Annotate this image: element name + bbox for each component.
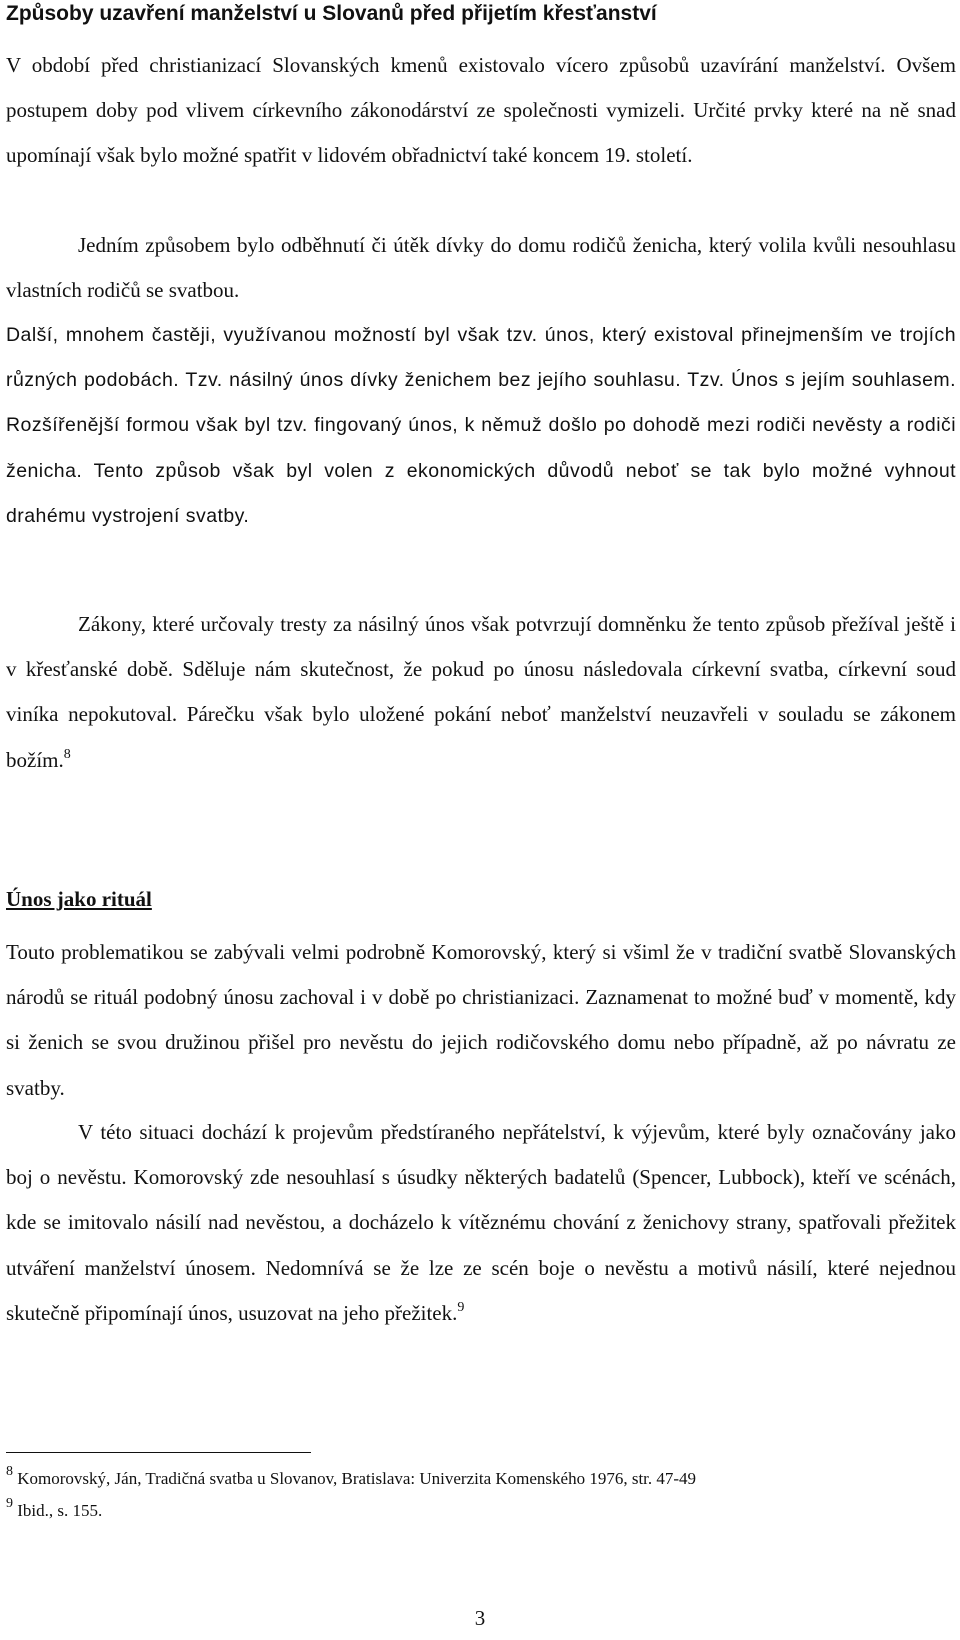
footnote-text: Ibid., s. 155. <box>17 1501 103 1520</box>
paragraph-5: Touto problematikou se zabývali velmi podrobně Komorovský, který si všiml že v tradiční svatbě Slovanských národů se rituál podobný únosu zachoval i v době po christianizaci. Zaznamenat to možné buď v momentě, kdy si ženich se svou družinou přišel pro nevěstu do jejich rodičovského domu nebo případně, až po návratu ze svatby. <box>6 940 956 1100</box>
paragraph-4 <box>6 602 956 783</box>
paragraph-6-text: V této situaci dochází k projevům předstíraného nepřátelství, k výjevům, které byly označovány jako boj o nevěstu. Komorovský zde nesouhlasí s úsudky některých badatelů (Spencer, Lubbock), kteří ve scénách, kde se imitovalo násilí nad nevěstou, a docházelo k vítěznému chování z ženichovy strany, spatřovali přežitek utváření manželství únosem. Nedomnívá se že lze ze scén boje o nevěstu a motivů násilí, které nejednou skutečně připomínají únos, usuzovat na jeho přežitek. <box>6 1120 956 1325</box>
paragraph-4-text: Zákony, které určovaly tresty za násilný únos však potvrzují domněnku že tento způsob přežíval ještě i v křesťanské době. Sděluje nám skutečnost, že pokud po únosu následovala církevní svatba, církevní soud viníka nepokutoval. Párečku však bylo uložené pokání neboť manželství neuzavřeli v souladu se zákonem božím. <box>6 612 956 772</box>
footnote-mark: 9 <box>6 1496 13 1511</box>
footnote-ref-8: 8 <box>63 746 71 762</box>
footnote-9 <box>6 1496 103 1522</box>
footnote-mark: 8 <box>6 1464 13 1479</box>
subsection-heading: Únos jako rituál <box>6 887 152 911</box>
footnote-separator <box>6 1452 311 1453</box>
paragraph-6 <box>6 1110 956 1336</box>
paragraph-2: Jedním způsobem bylo odběhnutí či útěk dívky do domu rodičů ženicha, který volila kvůli nesouhlasu vlastních rodičů se svatbou. <box>6 233 956 303</box>
footnote-text: Komorovský, Ján, Tradičná svatba u Slovanov, Bratislava: Univerzita Komenského 1976, str. 47-49 <box>17 1469 697 1488</box>
section-title: Způsoby uzavření manželství u Slovanů před přijetím křesťanství <box>6 2 657 25</box>
page-number: 3 <box>474 1606 486 1630</box>
paragraph-1: V období před christianizací Slovanských kmenů existovalo vícero způsobů uzavírání manželství. Ovšem postupem doby pod vlivem církevního zákonodárství ze společnosti vymizeli. Určité prvky které na ně snad upomínají však bylo možné spatřit v lidovém obřadnictví také koncem 19. století. <box>6 53 956 168</box>
footnote-ref-9: 9 <box>457 1299 465 1315</box>
footnote-8 <box>6 1464 697 1490</box>
paragraph-3: Další, mnohem častěji, využívanou možností byl však tzv. únos, který existoval přinejmenším ve trojích různých podobách. Tzv. násilný únos dívky ženichem bez jejího souhlasu. Tzv. Únos s jejím souhlasem. Rozšířenější formou však byl tzv. fingovaný únos, k němuž došlo po dohodě mezi rodiči nevěsty a rodiči ženicha. Tento způsob však byl volen z ekonomických důvodů neboť se tak bylo možné vyhnout drahému vystrojení svatby. <box>6 324 956 527</box>
